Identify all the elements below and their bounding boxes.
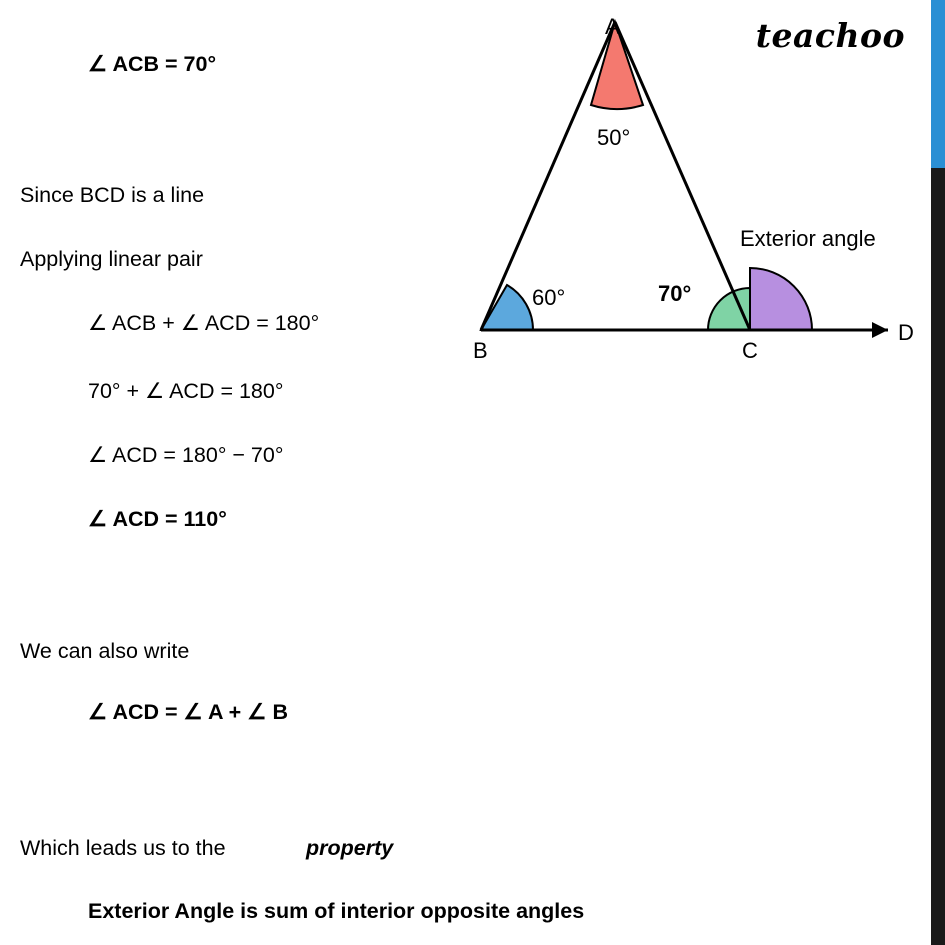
teachoo-logo: teachoo	[755, 16, 905, 55]
line-applying-lp: Applying linear pair	[20, 247, 203, 271]
line-linear-pair-eq: ∠ ACB + ∠ ACD = 180°	[88, 311, 320, 335]
line-acd-sum-eq: ∠ ACD = ∠ A + ∠ B	[88, 700, 288, 724]
line-since-bcd: Since BCD is a line	[20, 183, 205, 207]
exterior-angle-label: Exterior angle	[740, 226, 876, 251]
angle-label-b: 60°	[532, 285, 566, 310]
angle-label-acb: 70°	[658, 281, 692, 306]
line-rearranged-eq: ∠ ACD = 180° − 70°	[88, 443, 284, 467]
line-property-text: Exterior Angle is sum of interior opposite angles	[88, 899, 585, 923]
angle-b-sector	[481, 285, 533, 330]
angle-acb-sector	[708, 288, 750, 330]
ray-arrowhead	[872, 322, 888, 338]
vertex-label-d: D	[898, 320, 914, 345]
line-acd-value: ∠ ACD = 110°	[88, 507, 227, 531]
line-which-leads: Which leads us to the	[20, 836, 226, 860]
exterior-angle-sector	[750, 268, 812, 330]
line-substitute-eq: 70° + ∠ ACD = 180°	[88, 379, 284, 403]
line-property-word: property	[306, 836, 394, 860]
vertex-label-a: A	[605, 14, 620, 39]
side-ab	[481, 22, 615, 330]
vertex-label-b: B	[473, 338, 488, 363]
vertex-label-c: C	[742, 338, 758, 363]
angle-label-a: 50°	[597, 125, 631, 150]
line-we-can-also: We can also write	[20, 639, 190, 663]
line-acb-value: ∠ ACB = 70°	[88, 52, 217, 76]
triangle-diagram	[440, 0, 945, 380]
